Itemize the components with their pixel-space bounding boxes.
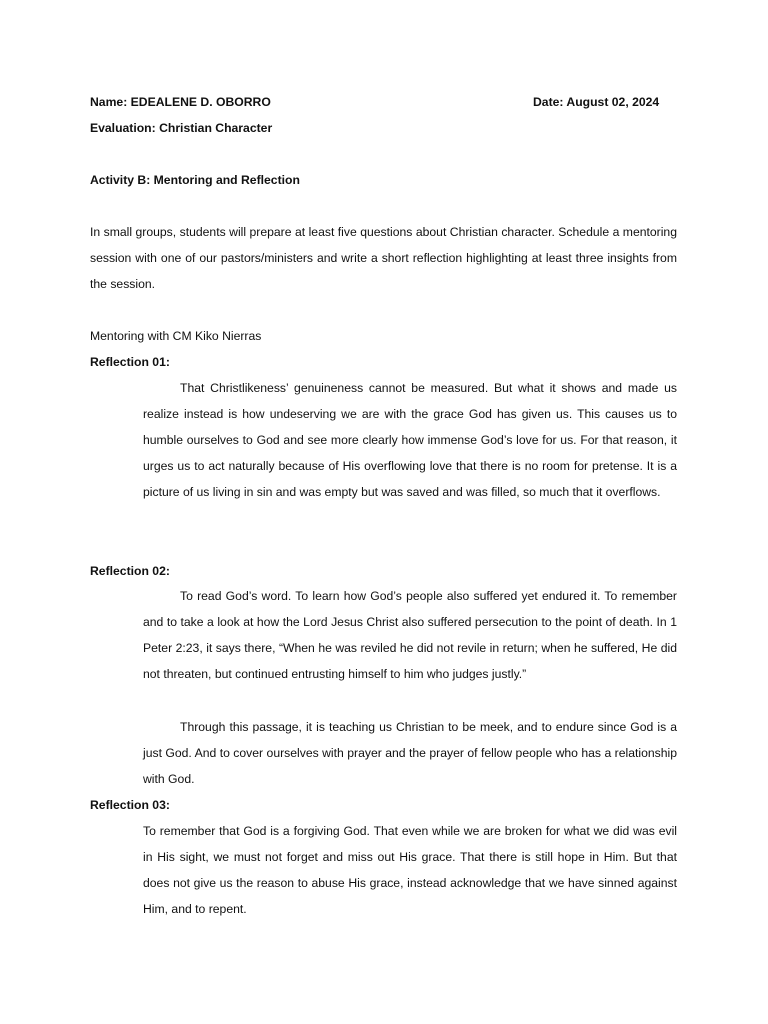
reflection-01-text: That Christlikeness’ genuineness cannot be measured. But what it shows and made us realize instead is how undeserving we are with the grace God has given us. This causes us to humble ourselves to God and see more clearly how immense God’s love for us. For that reason, it urges us to act naturally because of His overflowing love that there is no room for pretense. It is a picture of us living in sin and was empty but was saved and was filled, so much that it overflows. [143,381,677,499]
activity-instructions: In small groups, students will prepare at least five questions about Christian character. Schedule a mentoring session with one of our pastors/ministers and write a short reflection highlighting at least three insights from the session. [90,225,677,291]
reflection-02-heading: Reflection 02: [90,564,170,578]
reflection-02-text-2: Through this passage, it is teaching us Christian to be meek, and to endure since God is a just God. And to cover ourselves with prayer and the prayer of fellow people who has a relationship with God. [143,720,677,786]
reflection-03-heading: Reflection 03: [90,798,170,812]
submission-date: Date: August 02, 2024 [533,95,660,109]
student-name: Name: EDEALENE D. OBORRO [90,95,271,109]
activity-title: Activity B: Mentoring and Reflection [90,173,300,187]
mentoring-label: Mentoring with CM Kiko Nierras [90,329,262,343]
reflection-03-text: To remember that God is a forgiving God. That even while we are broken for what we did was evil in His sight, we must not forget and miss out His grace. That there is still hope in Him. But that does not give us the reason to abuse His grace, instead acknowledge that we have sinned against Him, and to repent. [143,824,677,916]
reflection-02-text-1: To read God’s word. To learn how God’s people also suffered yet endured it. To remember and to take a look at how the Lord Jesus Christ also suffered persecution to the point of death. In 1 Peter 2:23, it says there, “When he was reviled he did not revile in return; when he suffered, He did not threaten, but continued entrusting himself to him who judges justly.” [143,589,677,681]
reflection-01-heading: Reflection 01: [90,355,170,369]
evaluation-title: Evaluation: Christian Character [90,121,273,135]
